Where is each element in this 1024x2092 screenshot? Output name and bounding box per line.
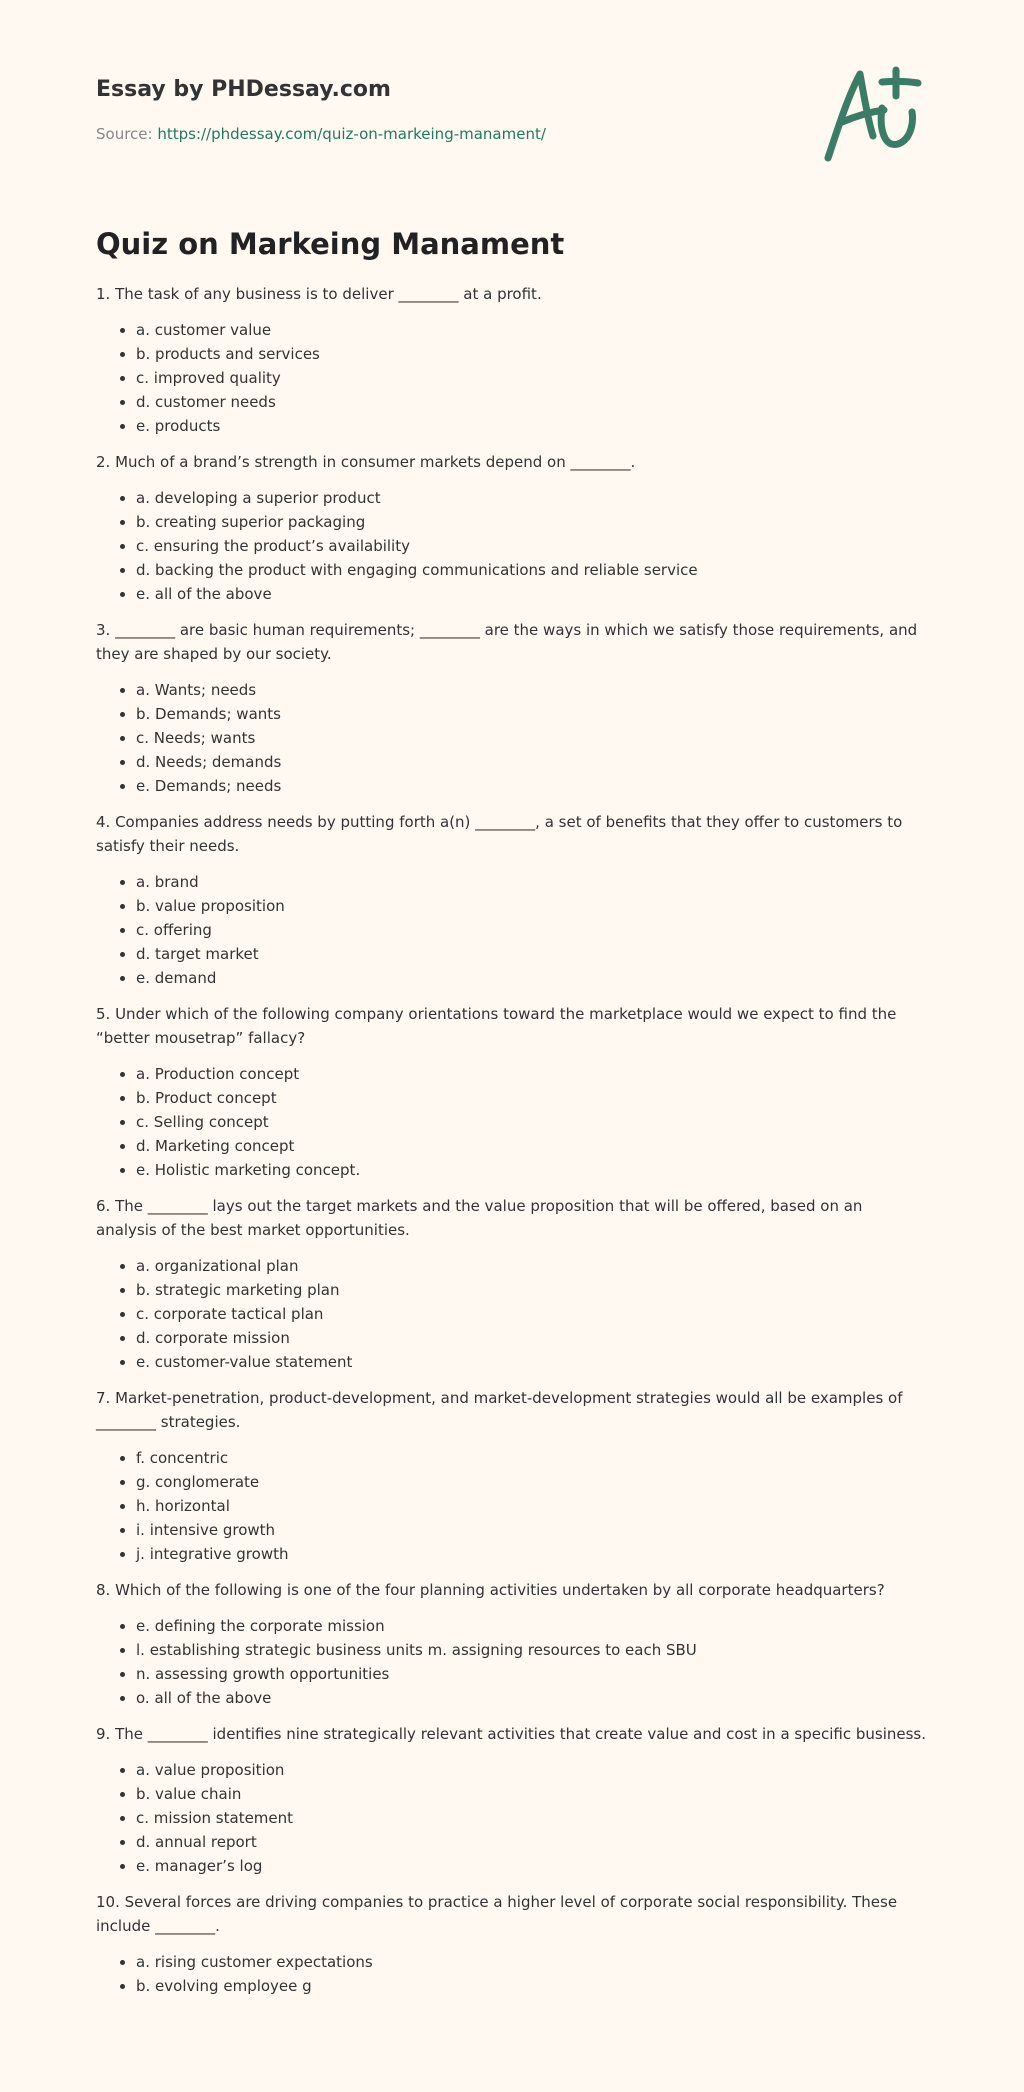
answer-option: • d. Needs; demands: [136, 750, 926, 774]
answer-option: • c. corporate tactical plan: [136, 1302, 926, 1326]
answer-option: • a. Production concept: [136, 1062, 926, 1086]
answer-option: • j. integrative growth: [136, 1542, 926, 1566]
answer-option: • b. evolving employee g: [136, 1974, 926, 1998]
document-content: [96, 222, 926, 2010]
answer-options-list: [96, 318, 926, 438]
answer-option: • c. mission statement: [136, 1806, 926, 1830]
answer-option: • e. defining the corporate mission: [136, 1614, 926, 1638]
answer-option: • e. Holistic marketing concept.: [136, 1158, 926, 1182]
answer-options-list: [96, 1254, 926, 1374]
answer-option: • c. offering: [136, 918, 926, 942]
source-line: [96, 124, 916, 144]
answer-option: • f. concentric: [136, 1446, 926, 1470]
answer-option: • a. value proposition: [136, 1758, 926, 1782]
answer-option: • b. strategic marketing plan: [136, 1278, 926, 1302]
answer-option: • a. organizational plan: [136, 1254, 926, 1278]
answer-option: • a. brand: [136, 870, 926, 894]
answer-options-list: [96, 1758, 926, 1878]
answer-option: • d. customer needs: [136, 390, 926, 414]
answer-option: • h. horizontal: [136, 1494, 926, 1518]
answer-options-list: [96, 486, 926, 606]
source-label: Source:: [96, 125, 158, 143]
answer-options-list: [96, 1446, 926, 1566]
answer-option: • n. assessing growth opportunities: [136, 1662, 926, 1686]
question-text: 3. ________ are basic human requirements; ________ are the ways in which we satisfy those requirements, and they are shaped by our society.: [96, 621, 918, 663]
question-text: 10. Several forces are driving companies to practice a higher level of corporate social responsibility. These include ________.: [96, 1893, 898, 1935]
question-text: 1. The task of any business is to deliver ________ at a profit.: [96, 285, 542, 303]
answer-option: • a. rising customer expectations: [136, 1950, 926, 1974]
question-text: 5. Under which of the following company orientations toward the marketplace would we expect to find the “better mousetrap” fallacy?: [96, 1005, 897, 1047]
question-text: 6. The ________ lays out the target markets and the value proposition that will be offered, based on an analysis of the best market opportunities.: [96, 1197, 863, 1239]
answer-option: • b. creating superior packaging: [136, 510, 926, 534]
answer-option: • e. customer-value statement: [136, 1350, 926, 1374]
answer-option: • b. Product concept: [136, 1086, 926, 1110]
site-title: Essay by PHDessay.com: [96, 77, 391, 102]
answer-options-list: [96, 678, 926, 798]
answer-option: • d. annual report: [136, 1830, 926, 1854]
answer-option: • d. target market: [136, 942, 926, 966]
answer-option: • e. products: [136, 414, 926, 438]
source-link[interactable]: https://phdessay.com/quiz-on-markeing-manament/: [157, 125, 546, 143]
answer-option: • d. corporate mission: [136, 1326, 926, 1350]
answer-option: • e. demand: [136, 966, 926, 990]
answer-option: • o. all of the above: [136, 1686, 926, 1710]
question-text: 4. Companies address needs by putting forth a(n) ________, a set of benefits that they offer to customers to satisfy their needs.: [96, 813, 903, 855]
answer-option: • e. Demands; needs: [136, 774, 926, 798]
answer-option: • c. Needs; wants: [136, 726, 926, 750]
answer-options-list: [96, 1062, 926, 1182]
question-text: 2. Much of a brand’s strength in consumer markets depend on ________.: [96, 453, 636, 471]
answer-option: • c. ensuring the product’s availability: [136, 534, 926, 558]
question-text: 9. The ________ identifies nine strategically relevant activities that create value and cost in a specific business.: [96, 1725, 926, 1743]
answer-option: • e. all of the above: [136, 582, 926, 606]
answer-option: • b. products and services: [136, 342, 926, 366]
answer-option: • b. value chain: [136, 1782, 926, 1806]
question-text: 7. Market-penetration, product-development, and market-development strategies would all be examples of ________ strategies.: [96, 1389, 903, 1431]
page-title: Quiz on Markeing Manament: [96, 227, 565, 261]
answer-options-list: [96, 1614, 926, 1710]
a-plus-logo-icon: [822, 66, 926, 166]
answer-option: • g. conglomerate: [136, 1470, 926, 1494]
answer-option: • a. Wants; needs: [136, 678, 926, 702]
answer-option: • i. intensive growth: [136, 1518, 926, 1542]
answer-option: • e. manager’s log: [136, 1854, 926, 1878]
answer-option: • a. developing a superior product: [136, 486, 926, 510]
answer-option: • l. establishing strategic business units m. assigning resources to each SBU: [136, 1638, 926, 1662]
answer-option: • b. value proposition: [136, 894, 926, 918]
question-text: 8. Which of the following is one of the four planning activities undertaken by all corporate headquarters?: [96, 1581, 885, 1599]
header: [96, 72, 916, 144]
answer-options-list: [96, 870, 926, 990]
answer-option: • d. Marketing concept: [136, 1134, 926, 1158]
answer-option: • b. Demands; wants: [136, 702, 926, 726]
answer-option: • c. Selling concept: [136, 1110, 926, 1134]
answer-option: • c. improved quality: [136, 366, 926, 390]
answer-options-list: [96, 1950, 926, 1998]
answer-option: • a. customer value: [136, 318, 926, 342]
questions-list: [96, 282, 926, 1998]
answer-option: • d. backing the product with engaging communications and reliable service: [136, 558, 926, 582]
